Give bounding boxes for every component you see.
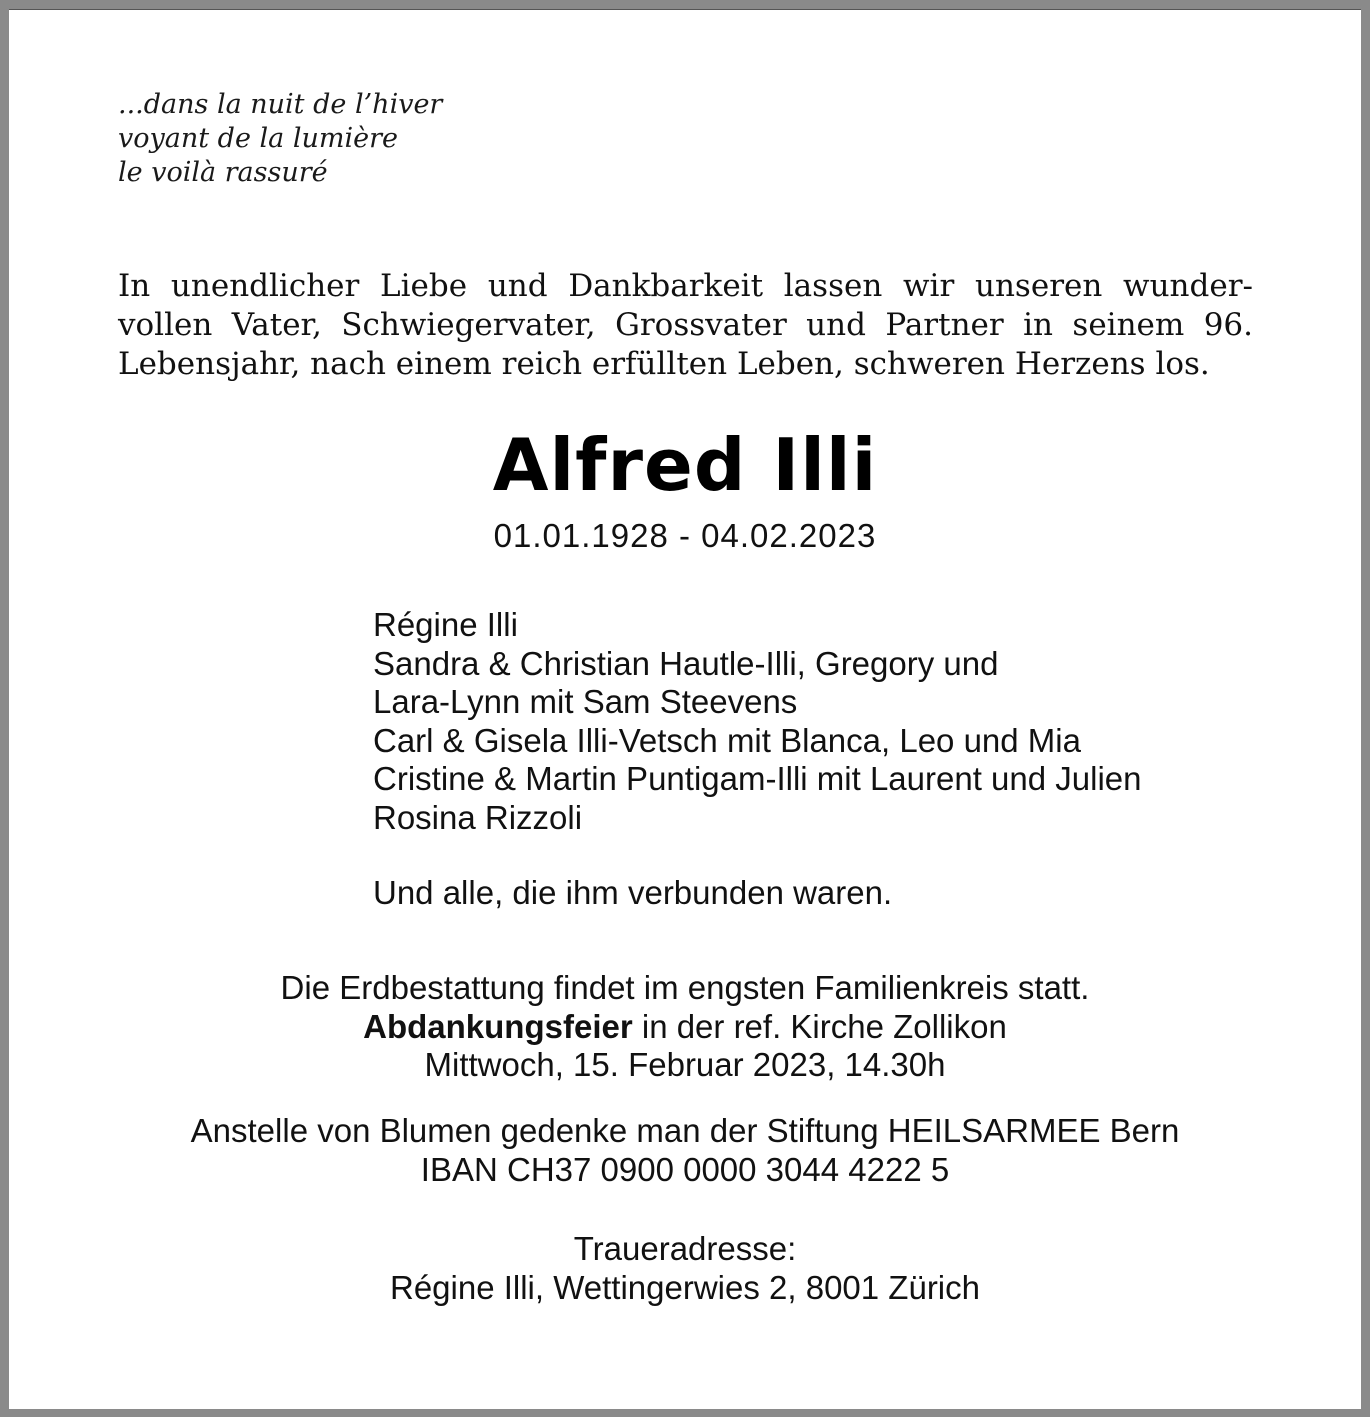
closing-line: Und alle, die ihm verbunden waren.	[373, 874, 893, 911]
poem-line: le voilà rassuré	[118, 157, 328, 188]
donation-text: Anstelle von Blumen gedenke man der Stiftung HEILSARMEE Bern	[190, 1112, 1180, 1149]
intro-text	[118, 267, 1253, 384]
address-label: Traueradresse:	[573, 1230, 797, 1267]
mourning-address	[9, 1230, 1361, 1307]
ceremony-line	[9, 1008, 1361, 1047]
mourners-list	[373, 606, 1142, 837]
ceremony-datetime: Mittwoch, 15. Februar 2023, 14.30h	[424, 1046, 946, 1083]
obituary-page	[9, 9, 1361, 1409]
intro-line: vollen Vater, Schwiegervater, Grossvater und Partner in seinem 96.	[118, 307, 1253, 343]
mourner-line: Rosina Rizzoli	[373, 798, 583, 836]
service-info	[9, 969, 1361, 1085]
burial-notice: Die Erdbestattung findet im engsten Familienkreis statt.	[280, 969, 1090, 1006]
intro-line: Lebensjahr, nach einem reich erfüllten Leben, schweren Herzens los.	[118, 346, 1210, 382]
mourner-line: Régine Illi	[373, 606, 518, 643]
poem-line: ...dans la nuit de l’hiver	[118, 89, 443, 120]
donation-iban: IBAN CH37 0900 0000 3044 4222 5	[420, 1150, 950, 1188]
mourner-line: Sandra & Christian Hautle-Illi, Gregory und	[373, 644, 999, 682]
poem-line: voyant de la lumière	[118, 123, 398, 154]
ceremony-label: Abdankungsfeier	[363, 1007, 633, 1045]
address-value: Régine Illi, Wettingerwies 2, 8001 Zürich	[389, 1268, 980, 1306]
deceased-name: Alfred Illi	[492, 423, 878, 507]
ceremony-location: in der ref. Kirche Zollikon	[632, 1007, 1007, 1045]
life-dates: 01.01.1928 - 04.02.2023	[493, 517, 877, 554]
mourner-line: Carl & Gisela Illi-Vetsch mit Blanca, Leo und Mia	[373, 721, 1081, 759]
donation-info	[9, 1112, 1361, 1189]
mourner-line: Lara-Lynn mit Sam Steevens	[373, 683, 798, 720]
poem	[118, 88, 442, 190]
mourner-line: Cristine & Martin Puntigam-Illi mit Laurent und Julien	[373, 760, 1142, 797]
intro-line: In unendlicher Liebe und Dankbarkeit lassen wir unseren wunder-	[118, 268, 1253, 304]
